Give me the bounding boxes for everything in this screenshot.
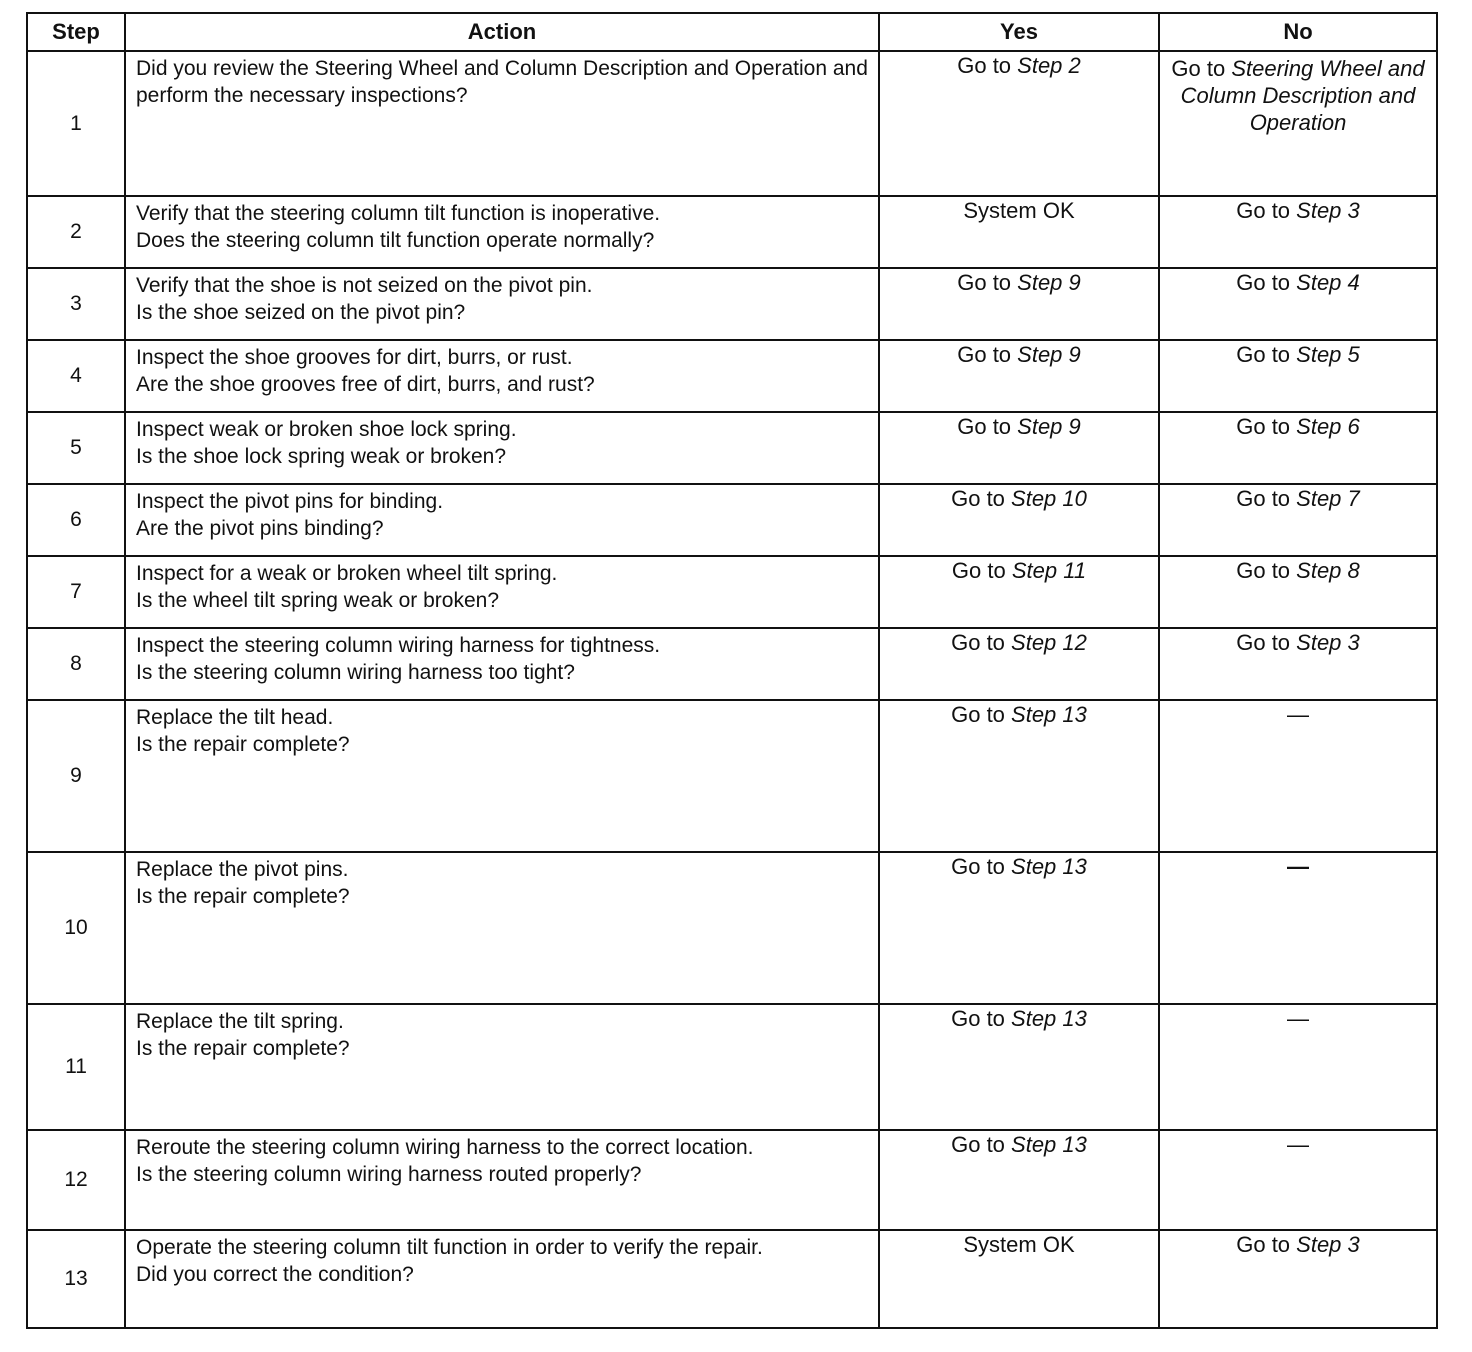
yes-cell — [879, 484, 1159, 556]
action-text: Reroute the steering column wiring harness to the correct location. — [136, 1136, 754, 1159]
yes-step-link: Step 13 — [1011, 854, 1087, 879]
yes-cell — [879, 852, 1159, 1004]
action-cell — [125, 340, 879, 412]
yes-step-link: Step 13 — [1011, 702, 1087, 727]
yes-result: System OK — [963, 1232, 1075, 1257]
yes-step-link: Step 13 — [1011, 1132, 1087, 1157]
yes-result: Go to Step 9 — [957, 270, 1081, 295]
yes-result: Go to Step 2 — [957, 53, 1081, 78]
action-question: Is the shoe lock spring weak or broken? — [136, 445, 507, 468]
action-cell — [125, 1004, 879, 1130]
table-body — [27, 51, 1437, 1328]
yes-cell — [879, 268, 1159, 340]
step-number: 11 — [27, 1004, 125, 1130]
action-cell — [125, 628, 879, 700]
step-number: 4 — [27, 340, 125, 412]
step-number: 13 — [27, 1230, 125, 1328]
no-cell — [1159, 51, 1437, 196]
action-cell — [125, 51, 879, 196]
no-step-link: Steering Wheel and Column Description and Operation — [1180, 56, 1425, 135]
no-result: Go to Step 7 — [1236, 486, 1360, 511]
yes-result: Go to Step 9 — [957, 342, 1081, 367]
step-number: 6 — [27, 484, 125, 556]
yes-cell — [879, 1004, 1159, 1130]
no-result: Go to Step 5 — [1236, 342, 1360, 367]
step-number: 1 — [27, 51, 125, 196]
table-row — [27, 700, 1437, 852]
table-row — [27, 412, 1437, 484]
action-question: Are the shoe grooves free of dirt, burrs, and rust? — [136, 373, 595, 396]
yes-cell — [879, 628, 1159, 700]
table-row — [27, 628, 1437, 700]
action-cell — [125, 268, 879, 340]
table-row — [27, 484, 1437, 556]
no-cell — [1159, 484, 1437, 556]
no-cell — [1159, 1230, 1437, 1328]
action-question: Is the wheel tilt spring weak or broken? — [136, 589, 500, 612]
no-dash: — — [1287, 702, 1309, 727]
action-question: Is the shoe seized on the pivot pin? — [136, 301, 466, 324]
yes-result: Go to Step 11 — [951, 558, 1087, 583]
table-row — [27, 852, 1437, 1004]
table-row — [27, 1004, 1437, 1130]
no-cell — [1159, 1130, 1437, 1230]
action-question: Does the steering column tilt function operate normally? — [136, 229, 655, 252]
no-cell — [1159, 196, 1437, 268]
yes-step-link: Step 11 — [1011, 558, 1087, 583]
action-cell — [125, 196, 879, 268]
no-cell — [1159, 628, 1437, 700]
yes-result: Go to Step 13 — [951, 1006, 1087, 1031]
yes-result: Go to Step 13 — [951, 854, 1087, 879]
action-text: Verify that the shoe is not seized on the pivot pin. — [136, 274, 593, 297]
action-text: Inspect for a weak or broken wheel tilt spring. — [136, 562, 558, 585]
yes-cell — [879, 196, 1159, 268]
yes-result: Go to Step 13 — [951, 1132, 1087, 1157]
no-result: Go to Step 4 — [1236, 270, 1360, 295]
step-number: 9 — [27, 700, 125, 852]
action-text: Did you review the Steering Wheel and Column Description and Operation and perform the necessary inspections? — [136, 57, 868, 107]
table-row — [27, 556, 1437, 628]
action-question: Is the repair complete? — [136, 1037, 350, 1060]
yes-result: Go to Step 13 — [951, 702, 1087, 727]
step-number: 8 — [27, 628, 125, 700]
yes-step-link: Step 9 — [1017, 342, 1081, 367]
step-number: 12 — [27, 1130, 125, 1230]
action-text: Replace the tilt spring. — [136, 1010, 344, 1033]
table-row — [27, 196, 1437, 268]
action-question: Is the repair complete? — [136, 733, 350, 756]
action-cell — [125, 1230, 879, 1328]
action-question: Is the repair complete? — [136, 885, 350, 908]
no-step-link: Step 3 — [1296, 1232, 1360, 1257]
diagnostic-table — [26, 12, 1438, 1329]
no-result: Go to Step 8 — [1236, 558, 1360, 583]
no-cell — [1159, 700, 1437, 852]
no-cell — [1159, 556, 1437, 628]
no-step-link: Step 3 — [1296, 630, 1360, 655]
yes-result: Go to Step 12 — [951, 630, 1087, 655]
action-text: Inspect the shoe grooves for dirt, burrs, or rust. — [136, 346, 573, 369]
action-cell — [125, 852, 879, 1004]
step-number: 7 — [27, 556, 125, 628]
no-cell — [1159, 852, 1437, 1004]
no-cell — [1159, 1004, 1437, 1130]
no-cell — [1159, 340, 1437, 412]
yes-step-link: Step 9 — [1017, 414, 1081, 439]
step-number: 3 — [27, 268, 125, 340]
header-row — [27, 13, 1437, 51]
yes-step-link: Step 2 — [1017, 53, 1081, 78]
yes-step-link: Step 9 — [1017, 270, 1081, 295]
action-text: Replace the tilt head. — [136, 706, 334, 729]
no-step-link: Step 4 — [1296, 270, 1360, 295]
header-no: No — [1159, 13, 1437, 51]
header-yes: Yes — [879, 13, 1159, 51]
action-cell — [125, 700, 879, 852]
action-text: Operate the steering column tilt function in order to verify the repair. — [136, 1236, 763, 1259]
action-cell — [125, 1130, 879, 1230]
no-result: Go to Step 3 — [1236, 1232, 1360, 1257]
action-text: Replace the pivot pins. — [136, 858, 349, 881]
action-text: Inspect the pivot pins for binding. — [136, 490, 444, 513]
action-question: Did you correct the condition? — [136, 1263, 414, 1286]
header-action: Action — [125, 13, 879, 51]
no-dash: — — [1287, 1132, 1309, 1157]
table-row — [27, 1130, 1437, 1230]
action-cell — [125, 412, 879, 484]
no-step-link: Step 8 — [1296, 558, 1360, 583]
no-step-link: Step 3 — [1296, 198, 1360, 223]
no-cell — [1159, 412, 1437, 484]
action-cell — [125, 484, 879, 556]
action-question: Is the steering column wiring harness too tight? — [136, 661, 575, 684]
yes-step-link: Step 13 — [1011, 1006, 1087, 1031]
yes-result: System OK — [963, 198, 1075, 223]
no-dash: — — [1287, 1006, 1309, 1031]
header-step: Step — [27, 13, 125, 51]
yes-cell — [879, 1230, 1159, 1328]
action-question: Are the pivot pins binding? — [136, 517, 384, 540]
no-step-link: Step 5 — [1296, 342, 1360, 367]
action-question: Is the steering column wiring harness routed properly? — [136, 1163, 642, 1186]
action-text: Inspect weak or broken shoe lock spring. — [136, 418, 517, 441]
action-text: Verify that the steering column tilt function is inoperative. — [136, 202, 661, 225]
yes-cell — [879, 340, 1159, 412]
step-number: 2 — [27, 196, 125, 268]
no-result: Go to Step 6 — [1236, 414, 1360, 439]
table-row — [27, 340, 1437, 412]
no-step-link: Step 6 — [1296, 414, 1360, 439]
no-dash: — — [1287, 854, 1309, 879]
yes-step-link: Step 12 — [1011, 630, 1087, 655]
no-result: Go to Step 3 — [1236, 198, 1360, 223]
no-result: Go to Steering Wheel and Column Description and Operation — [1171, 56, 1425, 135]
yes-cell — [879, 556, 1159, 628]
table-row — [27, 268, 1437, 340]
no-result: Go to Step 3 — [1236, 630, 1360, 655]
table-row — [27, 51, 1437, 196]
yes-cell — [879, 1130, 1159, 1230]
no-cell — [1159, 268, 1437, 340]
yes-cell — [879, 51, 1159, 196]
yes-cell — [879, 700, 1159, 852]
yes-cell — [879, 412, 1159, 484]
step-number: 10 — [27, 852, 125, 1004]
table-row — [27, 1230, 1437, 1328]
action-cell — [125, 556, 879, 628]
yes-step-link: Step 10 — [1011, 486, 1087, 511]
step-number: 5 — [27, 412, 125, 484]
action-text: Inspect the steering column wiring harness for tightness. — [136, 634, 661, 657]
yes-result: Go to Step 9 — [957, 414, 1081, 439]
yes-result: Go to Step 10 — [951, 486, 1087, 511]
no-step-link: Step 7 — [1296, 486, 1360, 511]
